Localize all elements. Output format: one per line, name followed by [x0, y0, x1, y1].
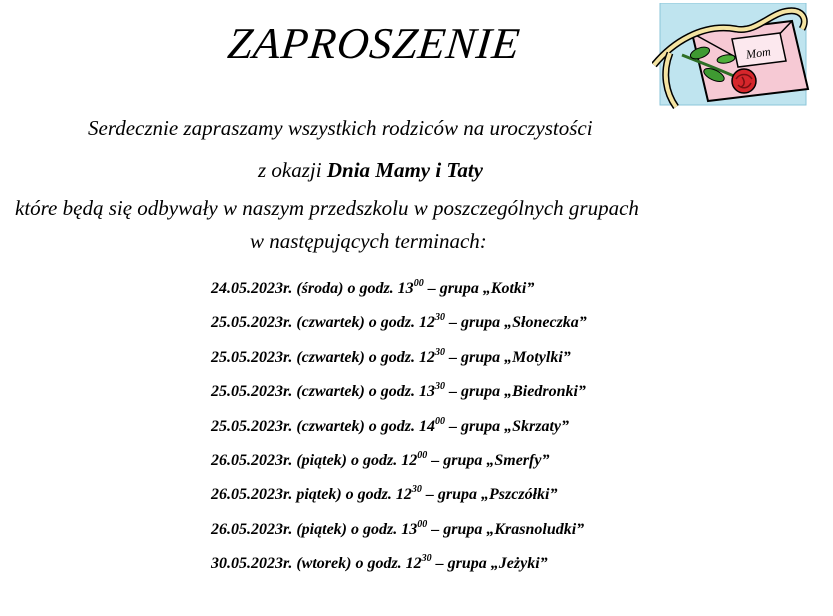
schedule-group: – grupa „Pszczółki”	[421, 486, 558, 504]
schedule-group: – grupa „Jeżyki”	[431, 555, 548, 573]
schedule-group: – grupa „Słoneczka”	[445, 314, 587, 332]
schedule-row	[211, 484, 811, 518]
schedule-minutes: 30	[411, 484, 422, 496]
schedule-group: – grupa „Smerfy”	[427, 451, 550, 469]
schedule-date: 30.05.2023r. (wtorek) o godz. 12	[211, 555, 422, 573]
schedule-list	[211, 278, 811, 588]
schedule-group: – grupa „Motylki”	[445, 348, 571, 366]
schedule-group: – grupa „Kotki”	[423, 280, 535, 297]
schedule-group: – grupa „Biedronki”	[445, 383, 586, 401]
schedule-date: 24.05.2023r. (środa) o godz. 13	[211, 280, 414, 297]
schedule-row	[211, 519, 811, 553]
schedule-row	[211, 450, 811, 484]
intro-line-1: Serdecznie zapraszamy wszystkich rodziców na uroczystości	[88, 116, 593, 140]
schedule-minutes: 00	[417, 518, 428, 530]
card-text: Mom	[745, 44, 772, 62]
schedule-row	[211, 278, 811, 312]
schedule-minutes: 00	[413, 278, 424, 289]
schedule-date: 25.05.2023r. (czwartek) o godz. 12	[211, 348, 435, 366]
intro-line-3: które będą się odbywały w naszym przedszkolu w poszczególnych grupach	[15, 196, 639, 220]
schedule-minutes: 30	[435, 312, 445, 324]
schedule-group: – grupa „Skrzaty”	[445, 417, 570, 435]
schedule-row	[211, 381, 811, 415]
envelope-with-rose-icon	[652, 3, 812, 111]
schedule-row	[211, 416, 811, 450]
schedule-minutes: 30	[435, 346, 445, 358]
schedule-minutes: 30	[421, 553, 432, 565]
intro-line-2	[258, 158, 483, 183]
schedule-group: – grupa „Krasnoludki”	[427, 520, 585, 538]
schedule-row	[211, 312, 811, 346]
page-title: ZAPROSZENIE	[225, 19, 523, 68]
schedule-row	[211, 347, 811, 381]
schedule-date: 25.05.2023r. (czwartek) o godz. 14	[211, 417, 435, 435]
schedule-date: 26.05.2023r. (piątek) o godz. 12	[211, 451, 418, 469]
schedule-date: 26.05.2023r. piątek) o godz. 12	[211, 486, 412, 504]
schedule-minutes: 00	[435, 415, 445, 427]
schedule-row	[211, 553, 811, 587]
schedule-date: 25.05.2023r. (czwartek) o godz. 13	[211, 383, 435, 401]
intro-line-2-prefix: z okazji	[258, 158, 327, 182]
intro-line-4: w następujących terminach:	[250, 229, 487, 253]
envelope-with-rose-image	[652, 3, 812, 111]
schedule-minutes: 30	[435, 381, 445, 393]
schedule-minutes: 00	[417, 449, 428, 461]
schedule-date: 26.05.2023r. (piątek) o godz. 13	[211, 520, 418, 538]
schedule-date: 25.05.2023r. (czwartek) o godz. 12	[211, 314, 435, 332]
occasion-name: Dnia Mamy i Taty	[326, 158, 483, 182]
